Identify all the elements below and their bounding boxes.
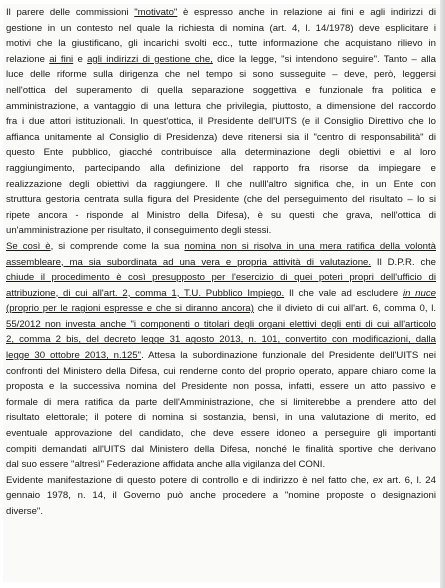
text-line xyxy=(6,504,436,520)
text-line xyxy=(6,255,436,271)
text-segment: dice la legge, "si intendono seguire". Tanto – alla xyxy=(212,53,436,65)
text-segment: diverse". xyxy=(6,506,43,517)
text-line xyxy=(6,36,436,52)
text-segment: questo Ente pubblico, giacché contribuisce alla determinazione degli obiettivi e al loro xyxy=(6,147,436,159)
text-line xyxy=(6,130,436,146)
text-line xyxy=(6,161,436,177)
text-line xyxy=(6,301,436,317)
text-segment: gennaio 1978, n. 14, il Governo può anche procedere a "nomine proposte o designazioni xyxy=(6,490,436,502)
text-segment: fra i due attori istituzionali. In quest'ottica, il Presidente dell'UITS (e il Consiglio Direttivo che lo xyxy=(6,116,436,128)
underlined-text: 55/2012 non investa anche "i componenti o titolari degli organi elettivi degli enti di cui all'articolo xyxy=(6,318,436,330)
text-segment: gestione in un contesto nel quale la richiesta di nomina (art. 4, l. 14/1978) deve esplicitare i xyxy=(6,22,436,34)
text-segment: risultato elettorale; il potere di nomina si sostanzia, bensì, in una valutazione di merito, ed xyxy=(6,412,436,424)
text-line xyxy=(6,473,436,489)
text-segment: eventuale approvazione del candidato, che deve essere idoneo a perseguire gli importanti xyxy=(6,428,436,440)
text-segment: Evidente manifestazione di questo potere di controllo e di indirizzo è nel fatto che, xyxy=(6,474,373,486)
text-segment: relazione xyxy=(6,53,50,65)
text-segment: un'amministrazione per risultato, il conseguimento degli stessi. xyxy=(6,225,272,237)
text-segment: struttura gestoria centrata sulla figura del Presidente (che del perseguimento del risultato – lo si xyxy=(6,194,436,206)
text-segment: che il divieto di cui all'art. 6, comma 0, l. xyxy=(253,303,436,315)
text-segment: e xyxy=(73,53,88,65)
text-segment: confronti del Ministero della Difesa, cui renderne conto del proprio operato, appare chiaro come la xyxy=(6,365,436,377)
text-segment: art. 6, l. 24 xyxy=(382,474,436,486)
text-line xyxy=(6,21,436,37)
text-line xyxy=(6,114,436,130)
text-segment: ex xyxy=(372,474,383,486)
underlined-text: 2, comma 2 bis, del decreto legge 31 agosto 2013, n. 101, convertito con modificazioni, dalla xyxy=(6,334,436,346)
text-line xyxy=(6,192,436,208)
text-segment: , si comprende come la sua xyxy=(50,240,185,252)
underlined-text: ai fini xyxy=(49,53,74,65)
text-line xyxy=(6,410,436,426)
text-line xyxy=(6,286,436,302)
text-line xyxy=(6,52,436,68)
text-line xyxy=(6,395,436,411)
text-line xyxy=(6,270,436,286)
document-body xyxy=(6,5,436,520)
text-line xyxy=(6,145,436,161)
text-segment: amministrazione, a vantaggio di una lettura che privilegia, piuttosto, a dimensione del raccordo xyxy=(6,100,436,112)
text-segment: compiti demandati all'UITS dal Ministero della Difesa, nonché le finalità sportive che derivano xyxy=(6,443,436,455)
underlined-text: chiude il procedimento è così presupposto per l'esercizio di quei poteri propri dell'ufficio di xyxy=(6,272,436,284)
underlined-text: agli indirizzi di gestione che, xyxy=(87,53,213,65)
text-line xyxy=(6,67,436,83)
text-line xyxy=(6,208,436,224)
underlined-text: legge 30 ottobre 2013, n.125" xyxy=(6,350,142,362)
text-line xyxy=(6,348,436,364)
text-segment: . Attesa la subordinazione funzionale del Presidente dell'UITS nei xyxy=(141,350,436,362)
underlined-text: (proprio per le ragioni espresse e che si diranno ancora) xyxy=(6,303,254,315)
text-line xyxy=(6,223,436,239)
text-segment: proposta e la successiva nomina del Presidente non possa, infatti, essere un atto passivo e xyxy=(6,381,436,393)
text-segment: nell'ottica del superamento di quella separazione soggettiva e funzionale fra politica e xyxy=(6,84,436,96)
text-segment: formale di mera ratifica da parte dell'Amministrazione, che si limiterebbe a prendere atto del xyxy=(6,396,436,408)
text-line xyxy=(6,379,436,395)
text-segment: Il parere delle commissioni xyxy=(6,7,135,18)
text-segment: Il D.P.R. che xyxy=(371,256,436,268)
underlined-text: "motivato" xyxy=(134,7,178,18)
text-line xyxy=(6,442,436,458)
text-line xyxy=(6,83,436,99)
text-segment: dal suo essere "altresì" Federazione affidata anche alla vigilanza del CONI. xyxy=(6,459,326,471)
text-line xyxy=(6,317,436,333)
text-line xyxy=(6,177,436,193)
text-segment: è espresso anche in relazione ai fini e agli indirizzi di xyxy=(177,7,436,18)
underlined-text: in nuce xyxy=(402,287,436,299)
text-line xyxy=(6,239,436,255)
underlined-text: nomina non si risolva in una mera ratifica della volontà xyxy=(184,240,436,252)
text-segment: realizzazione degli obiettivi da raggiungere. Il che nulll'altro significa che, in un Ente con xyxy=(6,178,436,190)
text-line xyxy=(6,332,436,348)
text-line xyxy=(6,488,436,504)
text-line xyxy=(6,99,436,115)
underlined-text: attribuzione, di cui all'art. 2, comma 1, T.U. Pubblico Impiego. xyxy=(6,287,285,299)
text-line xyxy=(6,364,436,380)
text-segment: Il che vale ad escludere xyxy=(284,287,403,299)
underlined-text: Se così è xyxy=(6,240,51,252)
text-segment: affianca unitamente al Consiglio di Presidenza) deve ritenersi sia il "centro di responsabilità" di xyxy=(6,131,436,143)
scan-edge-shadow xyxy=(440,0,445,588)
text-segment: motivi che la giustificano, gli incarichi svolti ecc., tutte informazione che acquistano rilievo in xyxy=(6,38,436,50)
text-segment: luce delle riforme sulla dirigenza che nel tempo si sono susseguite – deve, però, leggersi xyxy=(6,69,436,81)
text-segment: raggiungimento, partecipando alla definizione del rapporto fra risorse da impiegare e xyxy=(6,162,436,174)
text-line xyxy=(6,457,436,473)
underlined-text: assembleare, ma sia subordinata ad una vera e propria attività di valutazione. xyxy=(6,256,372,268)
text-line xyxy=(6,426,436,442)
document-page xyxy=(3,4,441,582)
text-segment: ripete ancora - risponde al Ministro della Difesa), è su questi che grava, nell'ottica di xyxy=(6,209,436,221)
text-line xyxy=(6,5,436,21)
